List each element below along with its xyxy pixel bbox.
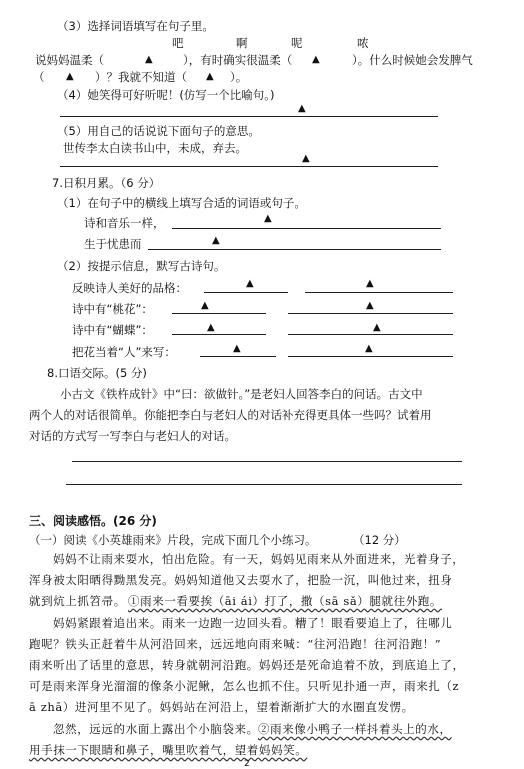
- q4-label: （4）她笑得可好听呢！(仿写一个比喻句。): [57, 88, 275, 102]
- passage-line: 跑呢？铁头正赶着牛从河沿回来，远远地向雨来喊：“往河沿跑！往河沿跑！”: [29, 637, 442, 651]
- q8-text: 对话的方式写一写李白与老妇人的对话。: [29, 429, 236, 443]
- answer-line[interactable]: [172, 334, 266, 335]
- option-word: 啊: [236, 36, 248, 50]
- q8-text: 小古文《铁杵成针》中“曰：欲做针。”是老妇人回答李白的问话。古文中: [60, 387, 423, 401]
- passage-line: 就到炕上抓笤帚。: [29, 594, 126, 608]
- answer-line[interactable]: [305, 292, 453, 293]
- underlined-sentence-1: ①雨来一看要挨（āi ái）打了，撒（sā sǎ）腿就往外跑。: [128, 594, 442, 608]
- answer-line[interactable]: [172, 313, 266, 314]
- q7-sub1: （1）在句子中的横线上填写合适的词语或句子。: [57, 196, 306, 210]
- section-score: （12 分）: [353, 533, 406, 547]
- answer-marker: ▲: [365, 343, 373, 354]
- passage-line: 忽然，远远的水面上露出个小脑袋来。: [53, 722, 259, 736]
- q8-label: 8.口语交际。(5 分): [47, 366, 147, 380]
- answer-line[interactable]: [60, 116, 438, 117]
- q3-line1-end: ）。什么时候她会发脾气: [352, 53, 473, 67]
- q3-line2-start: （: [33, 70, 45, 84]
- q7-item1: 诗和音乐一样，: [84, 216, 165, 230]
- answer-marker: ▲: [66, 71, 74, 82]
- answer-marker: ▲: [145, 54, 153, 65]
- underlined-sentence-2: ②雨来像小鸭子一样抖着头上的水，: [258, 722, 452, 736]
- answer-line[interactable]: [60, 166, 438, 167]
- answer-line[interactable]: [72, 461, 462, 462]
- q7-prompt: 反映诗人美好的品格：: [72, 281, 187, 295]
- answer-line[interactable]: [66, 484, 462, 485]
- answer-marker: ▲: [212, 235, 220, 246]
- answer-line[interactable]: [288, 334, 453, 335]
- q7-sub2: （2）按提示信息，默写古诗句。: [57, 259, 226, 273]
- section-subtitle: （一）阅读《小英雄雨来》片段，完成下面几个小练习。: [29, 533, 317, 547]
- answer-line[interactable]: [204, 292, 288, 293]
- answer-marker: ▲: [264, 213, 272, 224]
- option-word: 吧: [172, 36, 184, 50]
- q7-item2: 生于忧患而: [84, 237, 142, 251]
- option-word: 哝: [357, 36, 369, 50]
- q7-prompt: 诗中有“蝴蝶”：: [72, 323, 153, 337]
- answer-line[interactable]: [172, 228, 441, 229]
- q5-label: （5）用自己的话说说下面句子的意思。: [57, 124, 260, 138]
- q5-sentence: 世传李太白读书山中，未成，弃去。: [63, 141, 247, 155]
- passage-line: 可是雨来浑身光溜溜的像条小泥鳅，怎么也抓不住。只听见扑通一声，雨来扎（z: [29, 679, 460, 693]
- answer-marker: ▲: [373, 322, 381, 333]
- passage-line: 浑身被太阳晒得黝黑发亮。妈妈知道他又去耍水了，把脸一沉，叫他过来，扭身: [29, 573, 453, 587]
- q7-prompt: 诗中有“桃花”：: [72, 302, 153, 316]
- q3-label: （3）选择词语填写在句子里。: [57, 19, 214, 33]
- q3-line2-mid: ）？我就不知道（: [95, 70, 187, 84]
- answer-marker: ▲: [206, 71, 214, 82]
- q7-label: 7.日积月累。（6 分）: [52, 176, 161, 190]
- option-word: 呢: [291, 36, 303, 50]
- answer-marker: ▲: [233, 343, 241, 354]
- answer-line[interactable]: [288, 313, 453, 314]
- answer-line[interactable]: [200, 356, 276, 357]
- answer-marker: ▲: [207, 322, 215, 333]
- q3-line2-end: ）。: [230, 70, 248, 84]
- passage-line: 妈妈不让雨来耍水，怕出危险。有一天，妈妈见雨来从外面进来，光着身子，: [53, 552, 465, 566]
- underlined-sentence-2-cont: 用手抹一下眼睛和鼻子，嘴里吹着气，望着妈妈笑。: [29, 743, 308, 757]
- passage-line: ā zhā）进河里不见了。妈妈站在河沿上，望着渐渐扩大的水圈直发愣。: [29, 700, 414, 714]
- page-number: 2: [244, 759, 250, 769]
- section-title: 三、阅读感悟。(26 分): [29, 514, 157, 528]
- q3-line1-mid: ），有时确实很温柔（: [183, 53, 293, 67]
- answer-marker: ▲: [298, 103, 306, 114]
- answer-marker: ▲: [312, 54, 320, 65]
- q8-text: 两个人的对话很简单。你能把李白与老妇人的对话补充得更具体一些吗？试着用: [29, 408, 432, 422]
- answer-line[interactable]: [288, 356, 453, 357]
- passage-line: 雨来听出了话里的意思，转身就朝河沿跑。妈妈还是死命追着不放，到底追上了，: [29, 658, 465, 672]
- q3-line1-start: 说妈妈温柔（: [35, 53, 104, 67]
- answer-marker: ▲: [201, 300, 209, 311]
- passage-line: 妈妈紧跟着追出来。雨来一边跑一边回头看。糟了！眼看要追上了，往哪儿: [53, 616, 453, 630]
- q7-prompt: 把花当着“人”来写：: [72, 345, 176, 359]
- answer-marker: ▲: [302, 153, 310, 164]
- answer-marker: ▲: [366, 278, 374, 289]
- answer-marker: ▲: [246, 278, 254, 289]
- answer-marker: ▲: [366, 300, 374, 311]
- answer-line[interactable]: [148, 249, 441, 250]
